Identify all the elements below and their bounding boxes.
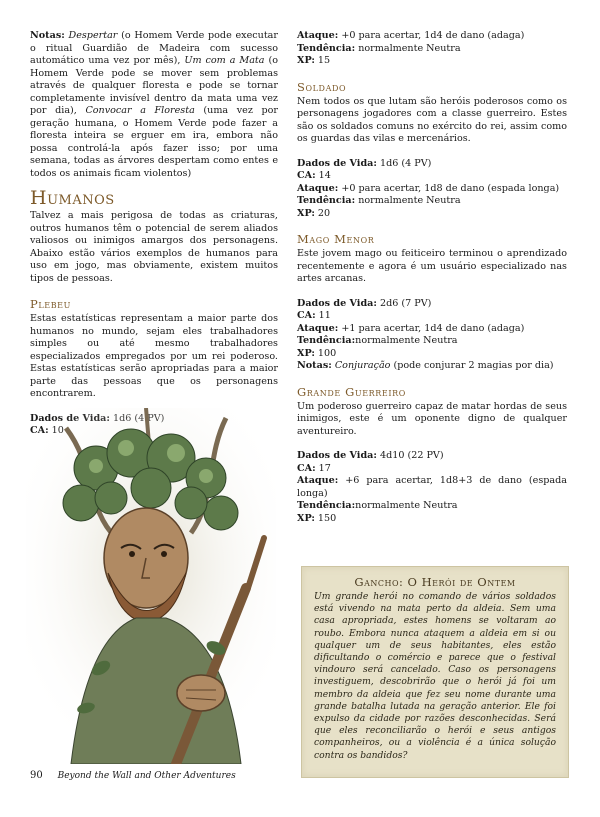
mago-description: Este jovem mago ou feiticeiro terminou o aprendizado recentemente e agora é um usuário especializado nas artes arcanas.: [297, 248, 567, 284]
green-man-illustration: [26, 408, 276, 764]
ability-desc: (o Homem Verde pode executar o ritual Guardião de Madeira com sucesso automático uma vez por mês),: [30, 30, 278, 66]
stat-value: 2d6 (7 PV): [376, 297, 432, 309]
stat-label: CA:: [297, 170, 316, 181]
soldado-description: Nem todos os que lutam são heróis poderosos como os personagens jogadores com a classe guerreiro. Estes são os soldados comuns no exército do rei, assim como os guardas das vilas e mercenários.: [297, 95, 567, 144]
section-heading-soldado: Soldado: [297, 79, 347, 94]
section-heading-humanos: Humanos: [30, 187, 115, 209]
stat-hit-dice: [297, 298, 567, 311]
stat-value: 14: [315, 170, 331, 181]
stat-hit-dice: [297, 450, 567, 463]
stat-label: Ataque:: [297, 182, 339, 194]
ability-name: Conjuração: [334, 360, 391, 371]
stat-value: normalmente Neutra: [355, 500, 458, 511]
stat-value: 15: [314, 55, 331, 66]
stat-xp: [297, 348, 567, 361]
stat-alignment: [297, 43, 567, 56]
right-column: [297, 30, 567, 525]
ability-desc: (uma vez por geração humana, o Homem Verde pode fazer a floresta inteira se erguer em ira, embora não possa controlá-la após fazer isso; por uma semana, todas as árvores despertam como entes e todos os animais ficam violentos): [30, 105, 278, 179]
stat-label: XP:: [297, 512, 315, 524]
stat-alignment: [297, 500, 567, 513]
stat-value: 4d10 (22 PV): [376, 450, 444, 461]
stat-value: 17: [315, 462, 331, 474]
stat-label: Tendência:: [297, 335, 356, 346]
plebeu-description: Estas estatísticas representam a maior parte dos humanos no mundo, sejam eles trabalhadores simples ou até mesmo trabalhadores especializados empregados por um rei poderoso. Estas estatísticas serão apropriadas para a maior parte das pessoas que os personagens encontrarem.: [30, 313, 278, 399]
stat-label: Ataque:: [297, 475, 339, 486]
section-heading-mago-menor: Mago Menor: [297, 232, 375, 246]
stat-value: normalmente Neutra: [355, 335, 458, 346]
stat-value: +1 para acertar, 1d4 de dano (adaga): [338, 322, 525, 334]
adventure-hook-sidebar: [301, 566, 569, 778]
stat-value: 11: [315, 310, 331, 321]
stat-label: Ataque:: [297, 322, 339, 334]
section-heading-plebeu: Plebeu: [30, 297, 71, 311]
stat-value: 1d6 (4 PV): [376, 157, 432, 169]
guerreiro-description: Um poderoso guerreiro capaz de matar hordas de seus inimigos, este é um oponente digno de qualquer aventureiro.: [297, 400, 567, 437]
stat-value: +0 para acertar, 1d8 de dano (espada longa): [338, 182, 560, 194]
green-man-notes: [30, 30, 278, 180]
sidebar-title: Gancho: O Herói de Ontem: [354, 575, 516, 589]
stat-hit-dice: [297, 158, 567, 171]
book-title: Beyond the Wall and Other Adventures: [57, 771, 236, 781]
ability-name: Despertar: [68, 30, 118, 41]
stat-label: Dados de Vida:: [297, 450, 377, 461]
stat-label: CA:: [297, 462, 316, 474]
section-heading-grande-guerreiro: Grande Guerreiro: [297, 384, 406, 399]
stat-label: XP:: [297, 347, 315, 359]
stat-ac: [297, 310, 567, 323]
stat-label: XP:: [297, 55, 315, 66]
page-footer: [30, 770, 236, 781]
ability-name: Um com a Mata: [184, 55, 265, 66]
notes-label: Notas:: [30, 30, 65, 41]
stat-label: Ataque:: [297, 30, 339, 41]
stat-attack: [297, 30, 567, 43]
stat-value: 100: [314, 347, 337, 359]
stat-label: Tendência:: [297, 42, 356, 54]
stat-value: normalmente Neutra: [355, 42, 461, 54]
stat-xp: [297, 208, 567, 221]
stat-value: +6 para acertar, 1d8+3 de dano (espada longa): [297, 475, 567, 499]
ability-desc: (o Homem Verde pode se mover sem problemas através de qualquer floresta e pode se tornar completamente invisível dentro da mata uma vez por dia),: [30, 55, 278, 116]
stat-attack: [297, 475, 567, 500]
stat-ac: [297, 463, 567, 476]
stat-label: Dados de Vida:: [297, 297, 377, 309]
stat-value: (pode conjurar 2 magias por dia): [390, 360, 554, 371]
sidebar-text: Um grande herói no comando de vários soldados está vivendo na mata perto da aldeia. Sem uma casa apropriada, estes homens se voltaram ao roubo. Embora nunca ataquem a aldeia em si ou qualquer um de seus habitantes, eles estão dificultando o comércio e parece que o festival vindouro será cancelado. Caso os personagens investiguem, descobrirão que o herói já foi um membro da aldeia que fez seu nome durante uma grande batalha lutada na geração anterior. Ele foi expulso da cidade por razões desconhecidas. Será que eles reconciliarão o herói e seus antigos companheiros, ou a violência é a única solução contra os bandidos?: [314, 591, 556, 761]
page-number: 90: [30, 770, 43, 781]
stat-value: +0 para acertar, 1d4 de dano (adaga): [338, 30, 525, 41]
stat-label: XP:: [297, 207, 315, 219]
stat-value: normalmente Neutra: [355, 195, 461, 206]
stat-label: Tendência:: [297, 195, 356, 206]
stat-xp: [297, 55, 567, 68]
stat-xp: [297, 513, 567, 526]
stat-label: Tendência:: [297, 500, 356, 511]
left-column: [30, 30, 278, 438]
stat-attack: [297, 183, 567, 196]
green-man-illustration-art: [26, 408, 276, 764]
humanos-intro: Talvez a mais perigosa de todas as criaturas, outros humanos têm o potencial de serem aliados valiosos ou inimigos amargos dos personagens. Abaixo estão vários exemplos de humanos para uso em jogo, mas obviamente, existem muitos tipos de pessoas.: [30, 210, 278, 284]
stat-notes: [297, 360, 567, 373]
stat-value: 150: [314, 512, 337, 524]
stat-ac: [297, 170, 567, 183]
stat-alignment: [297, 195, 567, 208]
stat-label: Notas:: [297, 360, 332, 371]
stat-value: 20: [314, 207, 331, 219]
stat-label: CA:: [297, 310, 316, 321]
stat-label: Dados de Vida:: [297, 157, 377, 169]
stat-attack: [297, 323, 567, 336]
stat-alignment: [297, 335, 567, 348]
ability-name: Convocar a Floresta: [85, 105, 195, 116]
